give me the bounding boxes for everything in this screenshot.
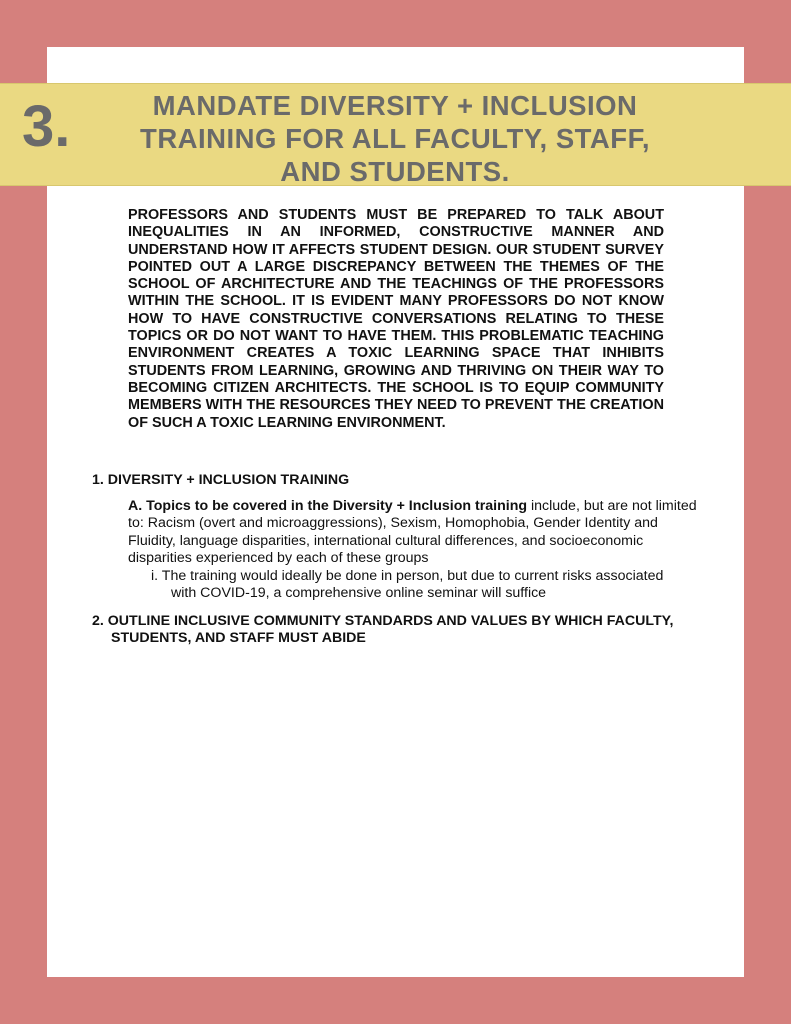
intro-paragraph: PROFESSORS AND STUDENTS MUST BE PREPARED TO TALK ABOUT INEQUALITIES IN AN INFORMED, CONSTRUCTIVE MANNER AND UNDERSTAND HOW IT AFFECTS STUDENT DESIGN. OUR STUDENT SURVEY POINTED OUT A LARGE DISCREPANCY BETWEEN THE THEMES OF THE SCHOOL OF ARCHITECTURE AND THE TEACHINGS OF THE PROFESSORS WITHIN THE SCHOOL. IT IS EVIDENT MANY PROFESSORS DO NOT KNOW HOW TO HAVE CONSTRUCTIVE CONVERSATIONS RELATING TO THESE TOPICS OR DO NOT WANT TO HAVE THEM. THIS PROBLEMATIC TEACHING ENVIRONMENT CREATES A TOXIC LEARNING SPACE THAT INHIBITS STUDENTS FROM LEARNING, GROWING AND THRIVING ON THEIR WAY TO BECOMING CITIZEN ARCHITECTS. THE SCHOOL IS TO EQUIP COMMUNITY MEMBERS WITH THE RESOURCES THEY NEED TO PREVENT THE CREATION OF SUCH A TOXIC LEARNING ENVIRONMENT. — [128, 207, 664, 431]
list-item-1-heading: 1. DIVERSITY + INCLUSION TRAINING — [92, 472, 350, 488]
list-item-1a-text: include, but are not limited to: Racism (overt and microaggressions), Sexism, Homophobia, Gender Identity and Fluidity, language disparities, international cultural differences, and socioeconomic disparities experienced by each of these groups — [128, 497, 697, 566]
section-number: 3. — [22, 94, 71, 159]
list-item-1a-lead: A. Topics to be covered in the Diversity + Inclusion training — [128, 497, 528, 514]
section-banner — [0, 83, 791, 186]
recommendation-list — [92, 472, 712, 648]
list-item-2-heading: 2. OUTLINE INCLUSIVE COMMUNITY STANDARDS AND VALUES BY WHICH FACULTY, STUDENTS, AND STAFF MUST ABIDE — [92, 612, 674, 646]
section-title: MANDATE DIVERSITY + INCLUSION TRAINING FOR ALL FACULTY, STAFF, AND STUDENTS. — [140, 90, 650, 187]
list-item-1a-i: i. The training would ideally be done in person, but due to current risks associated with COVID-19, a comprehensive online seminar will suffice — [151, 567, 664, 601]
list-item-1a — [128, 498, 698, 568]
